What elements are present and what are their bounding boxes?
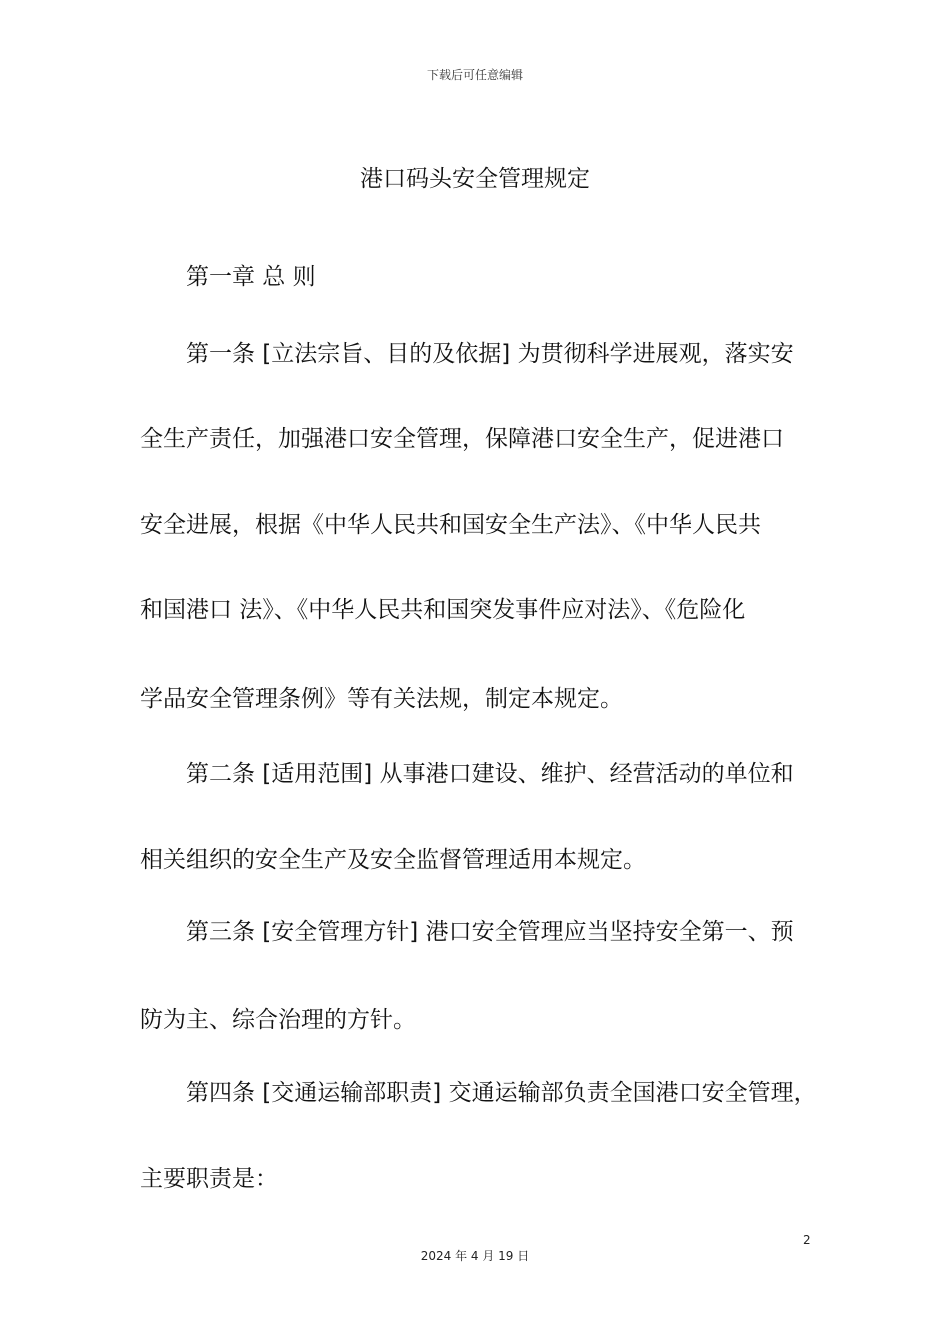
article-1-line-4: 和国港口 法》、《中华人民共和国突发事件应对法》、《危险化 <box>140 597 746 623</box>
article-4-line-1: 第四条 [交通运输部职责] 交通运输部负责全国港口安全管理， <box>186 1080 817 1106</box>
article-2-line-2: 相关组织的安全生产及安全监督管理适用本规定。 <box>140 847 646 873</box>
article-1-line-3: 安全进展，根据《中华人民共和国安全生产法》、《中华人民共 <box>140 512 761 538</box>
header-note: 下载后可任意编辑 <box>426 68 523 82</box>
article-3-line-1: 第三条 [安全管理方针] 港口安全管理应当坚持安全第一、预 <box>186 919 794 945</box>
document-title: 港口码头安全管理规定 <box>360 166 590 192</box>
article-1-line-1: 第一条 [立法宗旨、目的及依据] 为贯彻科学进展观，落实安 <box>186 341 794 367</box>
footer-date: 2024 年 4 月 19 日 <box>420 1249 530 1263</box>
article-4-line-2: 主要职责是： <box>140 1166 278 1192</box>
article-1-line-2: 全生产责任，加强港口安全管理，保障港口安全生产，促进港口 <box>140 426 784 452</box>
article-1-line-5: 学品安全管理条例》等有关法规，制定本规定。 <box>140 686 623 712</box>
article-3-line-2: 防为主、综合治理的方针。 <box>140 1007 416 1033</box>
page-number: 2 <box>803 1233 811 1247</box>
article-2-line-1: 第二条 [适用范围] 从事港口建设、维护、经营活动的单位和 <box>186 761 794 787</box>
chapter-heading: 第一章 总 则 <box>186 264 316 290</box>
